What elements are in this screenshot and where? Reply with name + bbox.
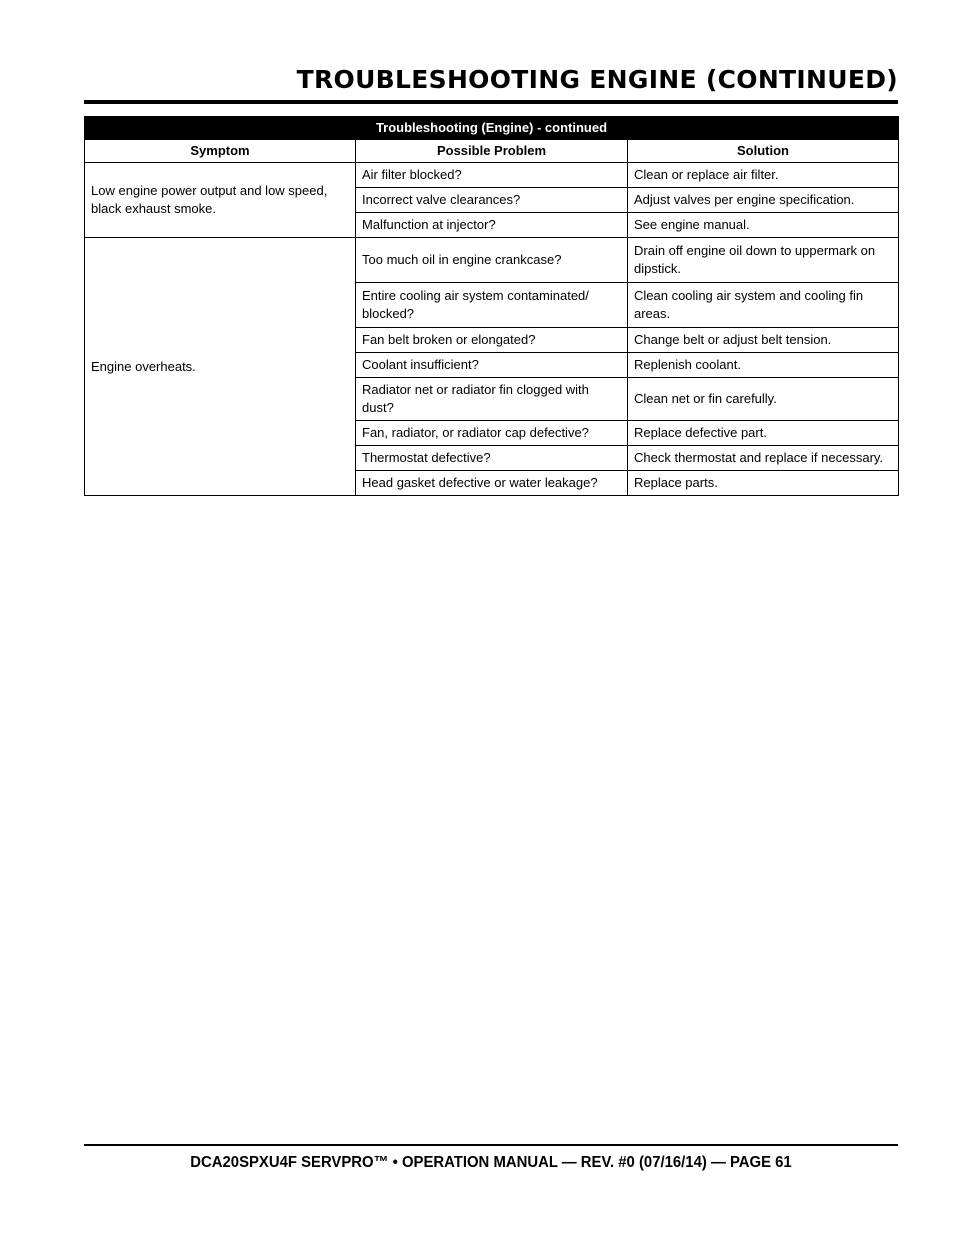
problem-cell: Radiator net or radiator fin clogged with dust? [356,378,628,421]
header-possible-problem: Possible Problem [356,140,628,163]
solution-cell: Replenish coolant. [628,353,899,378]
solution-cell: Replace defective part. [628,421,899,446]
symptom-cell: Low engine power output and low speed, black exhaust smoke. [85,163,356,238]
solution-cell: Clean net or fin carefully. [628,378,899,421]
table-row [85,238,899,283]
problem-cell: Fan belt broken or elongated? [356,328,628,353]
symptom-cell: Engine overheats. [85,238,356,496]
troubleshooting-table [84,116,899,496]
table-row [85,163,899,188]
solution-cell: Check thermostat and replace if necessary. [628,446,899,471]
problem-cell: Air filter blocked? [356,163,628,188]
problem-cell: Coolant insufficient? [356,353,628,378]
solution-cell: Adjust valves per engine specification. [628,188,899,213]
title-rule [84,100,898,104]
solution-cell: Clean or replace air filter. [628,163,899,188]
problem-cell: Incorrect valve clearances? [356,188,628,213]
solution-cell: See engine manual. [628,213,899,238]
solution-cell: Clean cooling air system and cooling fin areas. [628,283,899,328]
page-title: TROUBLESHOOTING ENGINE (CONTINUED) [296,65,898,94]
footer-rule [84,1144,898,1146]
problem-cell: Fan, radiator, or radiator cap defective? [356,421,628,446]
problem-cell: Malfunction at injector? [356,213,628,238]
solution-cell: Replace parts. [628,471,899,496]
solution-cell: Drain off engine oil down to uppermark on dipstick. [628,238,899,283]
problem-cell: Head gasket defective or water leakage? [356,471,628,496]
problem-cell: Too much oil in engine crankcase? [356,238,628,283]
table-caption: Troubleshooting (Engine) - continued [85,117,899,140]
solution-cell: Change belt or adjust belt tension. [628,328,899,353]
page-footer: DCA20SPXU4F SERVPRO™ • OPERATION MANUAL — REV. #0 (07/16/14) — PAGE 61 [190,1154,792,1171]
header-solution: Solution [628,140,899,163]
problem-cell: Entire cooling air system contaminated/ blocked? [356,283,628,328]
header-symptom: Symptom [85,140,356,163]
problem-cell: Thermostat defective? [356,446,628,471]
